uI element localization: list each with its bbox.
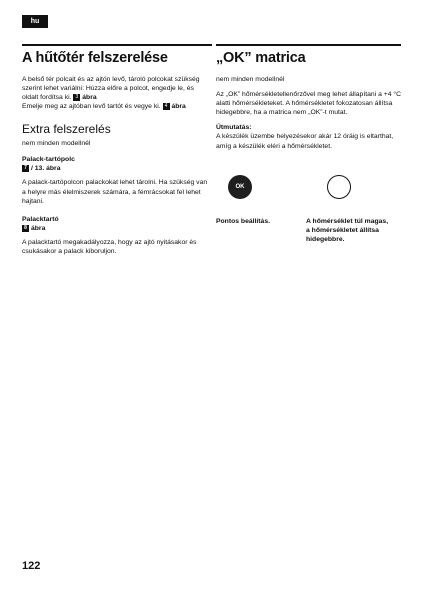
section-title: A hűtőtér felszerelése: [22, 44, 212, 66]
caption-too-warm: A hőmérséklet túl magas, a hőmérsékletet állítsa hidegebbre.: [306, 217, 389, 243]
right-column: [216, 44, 402, 243]
language-tab: hu: [22, 15, 48, 28]
caption-correct-setting: Pontos beállítás.: [216, 217, 271, 225]
bottle-holder-heading: Palacktartó: [22, 215, 59, 223]
ok-note: nem minden modellnél: [216, 76, 285, 83]
ok-text: Az „OK” hőmérsékletellenőrzővel meg lehet állapítani a +4 °C alatti hőmérsékleteket. A hőmérsékletet fokozatosan állítsa hidegebbre, ha a matrica nem „OK”-t mutat.: [216, 91, 402, 117]
extra-equipment-heading: Extra felszerelés: [22, 122, 111, 137]
page-number: 122: [22, 560, 41, 572]
figure-number-box: 4: [163, 103, 170, 110]
intro-text: A belső tér polcait és az ajtón levő, tároló polcokat szükség szerint lehet variálni: Húzza előre a polcot, engedje le, és oldalt fordítsa ki. 3 ábra Emelje meg az ajtóban levő tartót és vegye ki. 4 ábra: [22, 76, 200, 111]
bottle-shelf-text: A palack-tartópolcon palackokat lehet tárolni. Ha szükség van a helyre más élelmiszerek számára, a fémrácsokat fel lehet hajtani.: [22, 179, 208, 205]
bottle-holder-figure-ref: 8 ábra: [22, 225, 212, 232]
bottle-shelf-heading: Palack-tartópolc: [22, 156, 75, 164]
ok-indicator-illustration: [216, 161, 401, 243]
hint-heading: Útmutatás:: [216, 124, 252, 132]
ok-filled-circle-icon: OK: [228, 175, 252, 199]
empty-circle-icon: [327, 175, 351, 199]
hint-text: A készülék üzembe helyezésekor akár 12 óráig is eltarthat, amíg a készülék eléri a hőmérsékletet.: [216, 133, 394, 150]
left-column: [22, 44, 212, 256]
figure-number-box: 8: [22, 225, 29, 232]
figure-number-box: 3: [73, 94, 80, 101]
bottle-shelf-figure-ref: 7 / 13. ábra: [22, 165, 212, 172]
bottle-holder-text: A palacktartó megakadályozza, hogy az ajtó nyitásakor és csukásakor a palack kiboruljon.: [22, 238, 197, 255]
extra-note: nem minden modellnél: [22, 140, 91, 148]
ok-sticker-title: „OK” matrica: [216, 44, 401, 66]
figure-number-box: 7: [22, 165, 29, 172]
